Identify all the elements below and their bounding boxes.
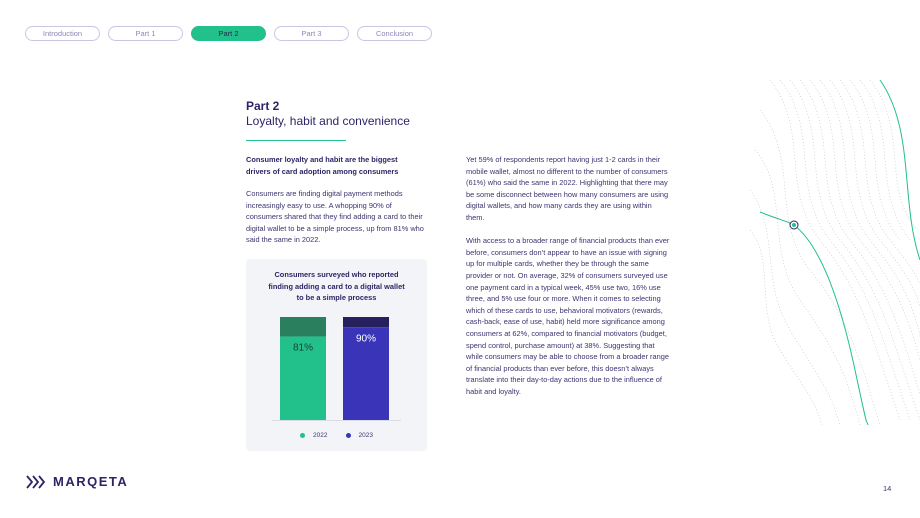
- bar-chart: [246, 259, 427, 451]
- section-nav: [25, 26, 432, 41]
- bar-group-2023: [343, 317, 389, 420]
- bar-value-label-2023: 90%: [355, 333, 377, 345]
- bar-value-label-2022: 81%: [292, 342, 314, 354]
- nav-item-conclusion[interactable]: Conclusion: [357, 26, 432, 41]
- legend-item-2023: [346, 432, 373, 439]
- heading-divider: [246, 140, 346, 141]
- section-subtitle: Loyalty, habit and convenience: [246, 114, 410, 128]
- body-text: [466, 154, 671, 409]
- legend-item-2022: [300, 432, 327, 439]
- nav-item-part-3[interactable]: Part 3: [274, 26, 349, 41]
- decorative-wave-pattern: [750, 70, 920, 430]
- chart-card: [246, 259, 427, 451]
- marqeta-logo: [26, 474, 128, 489]
- legend-label-2022: 2022: [313, 432, 328, 439]
- bar-group-2022: [280, 317, 326, 420]
- paragraph-motivators: With access to a broader range of financial products than ever before, consumers don’t appear to have an issue with signing up for multiple cards, whether they be through the same provider or not. On average, 32% of consumers surveyed use one payment card in a typical week, 45% use two, 16% use three, and 5% use four or more. When it comes to selecting which of these cards to use, behavioral motivators (rewards, cash-back, ease of use, habit) held more significance among consumers at 62%, compared to financial motivators (budget, spend control, purchase amount) at 38%. Suggesting that while consumers may be able to choose from a broader range of financial products than ever before, this doesn’t always translate into their day-to-day actions due to the influence of habit and loyalty.: [466, 236, 670, 396]
- nav-item-part-2[interactable]: Part 2: [191, 26, 266, 41]
- nav-item-part-1[interactable]: Part 1: [108, 26, 183, 41]
- chart-title: Consumers surveyed who reported finding adding a card to a digital wallet to be a simple process: [268, 270, 405, 302]
- chevron-logo-icon: [26, 475, 48, 489]
- legend-swatch-2022: [300, 433, 305, 438]
- bar-remainder-2022: [280, 317, 326, 337]
- logo-wordmark: MARQETA: [53, 474, 129, 489]
- legend-label-2023: 2023: [358, 432, 373, 439]
- chart-legend: [246, 432, 427, 439]
- section-title: Part 2: [246, 99, 280, 113]
- nav-item-introduction[interactable]: Introduction: [25, 26, 100, 41]
- intro-paragraph: Consumers are finding digital payment methods increasingly easy to use. A whopping 90% of consumers shared that they find adding a card to their digital wallet to be a simple process, up from 81% who said the same in 2022.: [246, 189, 424, 245]
- page-number: 14: [883, 484, 892, 493]
- paragraph-wallet-cards: Yet 59% of respondents report having just 1-2 cards in their mobile wallet, almost no different to the number of consumers (61%) who said the same in 2022. Highlighting that there may be some disconnect between how many consumers are using digital wallets, and how many cards they are using within them.: [466, 155, 669, 222]
- legend-swatch-2023: [346, 433, 351, 438]
- bar-remainder-2023: [343, 317, 389, 327]
- lead-statement: Consumer loyalty and habit are the biggest drivers of card adoption among consumers: [246, 155, 399, 176]
